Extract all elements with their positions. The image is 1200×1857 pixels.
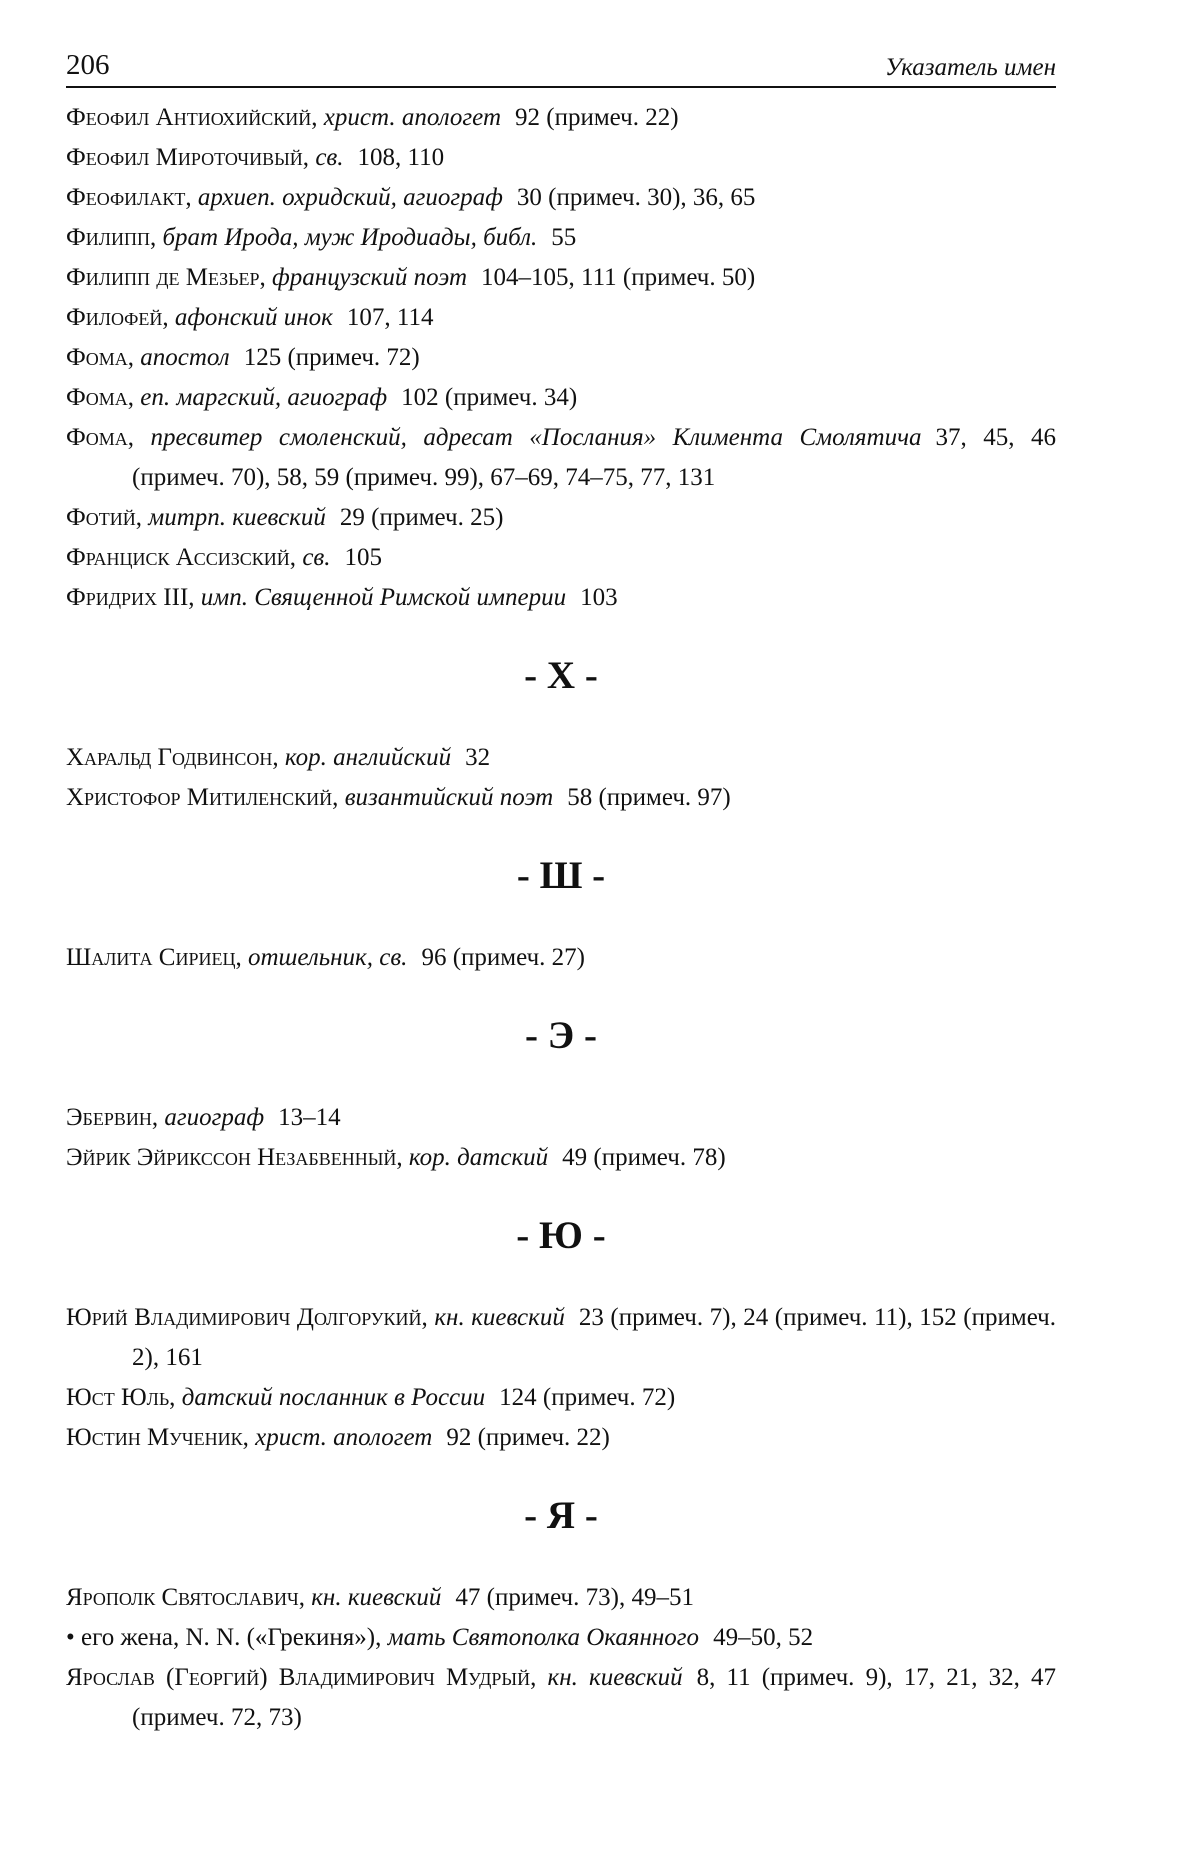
entry-name: Фома, — [66, 344, 135, 371]
entry-name: Эйрик Эйриксcон Незабвенный, — [66, 1144, 403, 1171]
entry-name: Ярополк Святославич, — [66, 1584, 305, 1611]
index-entry — [66, 538, 1056, 578]
section-letter-heading: - Ш - — [516, 854, 606, 897]
entry-page-refs: 47 (примеч. 73), 49–51 — [455, 1584, 694, 1611]
entry-page-refs: 105 — [344, 544, 383, 571]
entry-name: Фридрих III, — [66, 584, 195, 611]
entry-page-refs: 49–50, 52 — [713, 1624, 814, 1651]
entry-page-refs: 55 — [551, 224, 577, 251]
entry-description: христ. апологет — [323, 104, 502, 131]
entry-page-refs: 30 (примеч. 30), 36, 65 — [516, 184, 756, 211]
entry-description: еп. маргский, агиограф — [140, 384, 388, 411]
index-entry — [66, 258, 1056, 298]
entry-page-refs: 32 — [465, 744, 491, 771]
index-entry — [66, 1378, 1056, 1418]
entry-name: Фома, — [66, 424, 135, 451]
entry-description: кн. киевский — [547, 1664, 683, 1691]
entry-page-refs: 58 (примеч. 97) — [567, 784, 731, 811]
entry-name: Феофилакт, — [66, 184, 192, 211]
index-entry — [66, 738, 1056, 778]
section-letter-heading: - Х - — [524, 654, 598, 697]
entry-description: брат Ирода, муж Иродиады, библ. — [162, 224, 538, 251]
index-entry — [66, 218, 1056, 258]
index-entry — [66, 98, 1056, 138]
index-entry — [66, 1618, 1056, 1658]
entry-description: афонский инок — [174, 304, 333, 331]
index-entry — [66, 1658, 1056, 1738]
entry-page-refs: 29 (примеч. 25) — [339, 504, 504, 531]
section-letter-heading: - Ю - — [516, 1214, 606, 1257]
index-entry — [66, 1138, 1056, 1178]
entry-description: св. — [302, 544, 331, 571]
entry-name: Феофил Мироточивый, — [66, 144, 310, 171]
index-entry — [66, 1418, 1056, 1458]
entry-description: датский посланник в России — [181, 1384, 486, 1411]
entry-description: пресвитер смоленский, адресат «Послания» Климента Смолятича — [150, 424, 922, 451]
entry-page-refs: 23 (примеч. 7), 24 (примеч. 11), 152 (примеч. 2), 161 — [132, 1304, 1057, 1371]
index-entry — [66, 778, 1056, 818]
name-index — [66, 98, 1056, 1738]
entry-description: мать Святополка Окаянного — [387, 1624, 700, 1651]
entry-name: Шалита Сириец, — [66, 944, 242, 971]
entry-description: имп. Священной Римской империи — [200, 584, 567, 611]
entry-page-refs: 102 (примеч. 34) — [401, 384, 578, 411]
entry-page-refs: 13–14 — [278, 1104, 341, 1131]
entry-name: Фома, — [66, 384, 135, 411]
entry-description: кор. датский — [408, 1144, 549, 1171]
index-entry — [66, 178, 1056, 218]
entry-page-refs: 125 (примеч. 72) — [243, 344, 420, 371]
index-entry — [66, 498, 1056, 538]
entry-description: св. — [315, 144, 344, 171]
index-entry — [66, 418, 1056, 498]
index-entry — [66, 378, 1056, 418]
entry-description: отшельник, св. — [247, 944, 408, 971]
entry-page-refs: 96 (примеч. 27) — [421, 944, 585, 971]
entry-description: византийский поэт — [344, 784, 554, 811]
section-letter-heading: - Э - — [525, 1014, 597, 1057]
index-entry — [66, 338, 1056, 378]
entry-name: Филипп де Мезьер, — [66, 264, 266, 291]
index-entry — [66, 1298, 1056, 1378]
entry-page-refs: 37, 45, 46 (примеч. 70), 58, 59 (примеч. 99), 67–69, 74–75, 77, 131 — [132, 424, 1056, 491]
entry-name: • его жена, N. N. («Грекиня»), — [66, 1624, 382, 1651]
entry-name: Ярослав (Георгий) Владимирович Мудрый, — [66, 1664, 537, 1691]
entry-description: кн. киевский — [434, 1304, 565, 1331]
entry-description: агиограф — [164, 1104, 265, 1131]
entry-page-refs: 8, 11 (примеч. 9), 17, 21, 32, 47 (примеч. 72, 73) — [132, 1664, 1056, 1731]
entry-description: апостол — [140, 344, 230, 371]
entry-page-refs: 49 (примеч. 78) — [562, 1144, 726, 1171]
entry-name: Филофей, — [66, 304, 169, 331]
entry-name: Фотий, — [66, 504, 142, 531]
entry-description: кн. киевский — [311, 1584, 442, 1611]
entry-name: Феофил Антиохийский, — [66, 104, 318, 131]
page-header — [66, 44, 1056, 88]
entry-name: Филипп, — [66, 224, 157, 251]
index-entry — [66, 298, 1056, 338]
entry-page-refs: 107, 114 — [346, 304, 434, 331]
index-entry — [66, 578, 1056, 618]
index-entry — [66, 1098, 1056, 1138]
entry-page-refs: 92 (примеч. 22) — [446, 1424, 610, 1451]
running-title: Указатель имен — [884, 54, 1056, 81]
page-number: 206 — [66, 49, 110, 81]
entry-page-refs: 108, 110 — [357, 144, 445, 171]
entry-page-refs: 124 (примеч. 72) — [499, 1384, 676, 1411]
entry-name: Эбервин, — [66, 1104, 159, 1131]
entry-page-refs: 104–105, 111 (примеч. 50) — [481, 264, 756, 291]
entry-description: митрп. киевский — [148, 504, 326, 531]
entry-description: французский поэт — [272, 264, 468, 291]
index-entry — [66, 1578, 1056, 1618]
index-entry — [66, 138, 1056, 178]
entry-name: Франциск Ассизский, — [66, 544, 297, 571]
entry-name: Харальд Годвинсон, — [66, 744, 279, 771]
section-letter-heading: - Я - — [524, 1494, 598, 1537]
index-entry — [66, 938, 1056, 978]
entry-description: кор. английский — [284, 744, 452, 771]
entry-description: архиеп. охридский, агиограф — [197, 184, 503, 211]
entry-page-refs: 92 (примеч. 22) — [515, 104, 679, 131]
entry-name: Юст Юль, — [66, 1384, 176, 1411]
entry-page-refs: 103 — [580, 584, 618, 611]
entry-name: Юстин Мученик, — [66, 1424, 249, 1451]
entry-name: Христофор Митиленский, — [66, 784, 339, 811]
entry-name: Юрий Владимирович Долгорукий, — [66, 1304, 428, 1331]
entry-description: христ. апологет — [255, 1424, 433, 1451]
